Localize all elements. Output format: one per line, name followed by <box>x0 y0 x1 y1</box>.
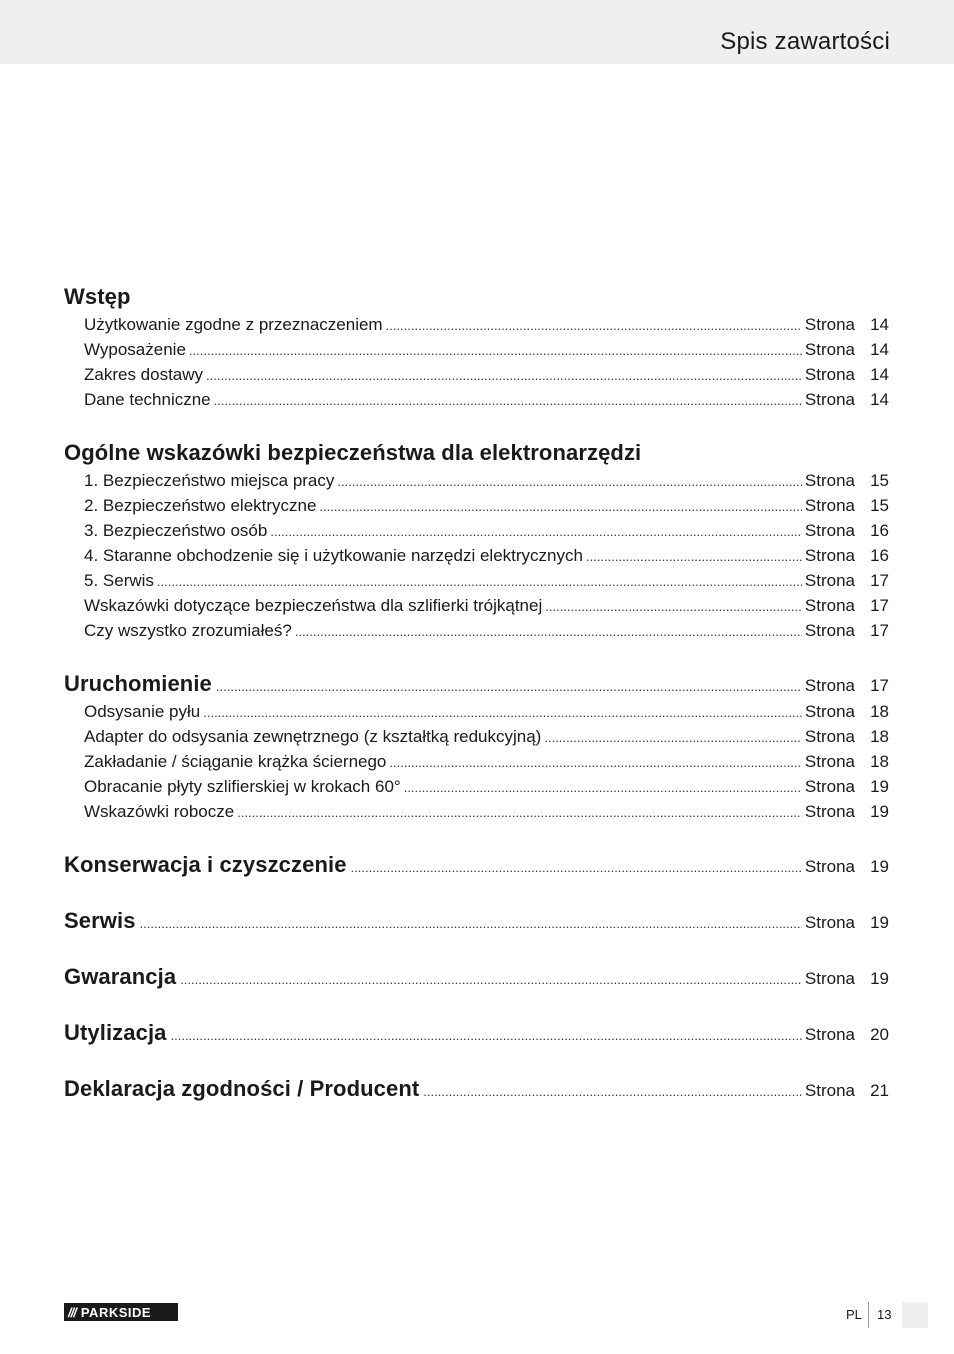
page-word: Strona <box>804 390 855 409</box>
dot-leader <box>157 574 802 589</box>
page-word: Strona <box>804 752 855 771</box>
toc-section-title: Deklaracja zgodności / Producent <box>64 1076 420 1101</box>
dot-leader <box>545 599 802 614</box>
page-word: Strona <box>804 496 855 515</box>
toc-entry <box>64 471 889 496</box>
page-number: 19 <box>870 777 889 796</box>
toc-section <box>64 671 889 827</box>
page-word: Strona <box>804 621 855 640</box>
toc-entry-label: Użytkowanie zgodne z przeznaczeniem <box>84 315 383 334</box>
toc-section-title: Utylizacja <box>64 1020 167 1045</box>
toc-entry-label: 2. Bezpieczeństwo elektryczne <box>84 496 317 515</box>
toc-entry <box>64 596 889 621</box>
dot-leader <box>214 393 802 408</box>
toc-entry <box>64 521 889 546</box>
logo-mark: /// <box>68 1304 76 1320</box>
toc-entry-label: Odsysanie pyłu <box>84 702 201 721</box>
dot-leader <box>351 860 802 875</box>
page-word: Strona <box>804 365 855 384</box>
dot-leader <box>189 343 802 358</box>
toc-section-heading <box>64 964 889 995</box>
dot-leader <box>237 805 802 820</box>
dot-leader <box>319 499 801 514</box>
toc-entry-label: Dane techniczne <box>84 390 211 409</box>
dot-leader <box>386 318 802 333</box>
toc-section <box>64 908 889 939</box>
toc-entry <box>64 777 889 802</box>
toc-entry-label: 3. Bezpieczeństwo osób <box>84 521 268 540</box>
page-number: 18 <box>870 752 889 771</box>
page-word: Strona <box>804 777 855 796</box>
page-word: Strona <box>804 969 855 988</box>
toc-section-title: Gwarancja <box>64 964 177 989</box>
toc-entry <box>64 571 889 596</box>
page-number: 20 <box>870 1025 889 1044</box>
toc-section-title: Konserwacja i czyszczenie <box>64 852 347 877</box>
page-word: Strona <box>804 702 855 721</box>
dot-leader <box>423 1084 802 1099</box>
toc-entry-label: Zakres dostawy <box>84 365 204 384</box>
toc-entry-label: Wyposażenie <box>84 340 186 359</box>
page-number: 17 <box>870 596 889 615</box>
page-word: Strona <box>804 521 855 540</box>
page-number: 14 <box>870 365 889 384</box>
toc-section <box>64 1020 889 1051</box>
footer-page-number: 13 <box>877 1307 892 1322</box>
page-word: Strona <box>804 315 855 334</box>
toc-entry-label: Czy wszystko zrozumiałeś? <box>84 621 292 640</box>
page-number: 19 <box>870 969 889 988</box>
dot-leader <box>203 705 802 720</box>
page-word: Strona <box>804 727 855 746</box>
toc-entry <box>64 802 889 827</box>
page-number: 17 <box>870 621 889 640</box>
toc-section-title: Wstęp <box>64 284 131 309</box>
page-number: 14 <box>870 390 889 409</box>
page-word: Strona <box>804 1025 855 1044</box>
toc-entry <box>64 315 889 340</box>
toc-entry-label: 5. Serwis <box>84 571 154 590</box>
page-number: 21 <box>870 1081 889 1100</box>
toc-section-heading <box>64 1076 889 1107</box>
page-number: 17 <box>870 571 889 590</box>
logo-text: PARKSIDE <box>80 1304 152 1320</box>
dot-leader <box>270 524 802 539</box>
toc-section-title: Uruchomienie <box>64 671 212 696</box>
page-word: Strona <box>804 857 855 876</box>
toc-entry <box>64 496 889 521</box>
toc-entry-label: Obracanie płyty szlifierskiej w krokach 60° <box>84 777 401 796</box>
page-word: Strona <box>804 802 855 821</box>
dot-leader <box>404 780 802 795</box>
toc-entry <box>64 727 889 752</box>
page-word: Strona <box>804 471 855 490</box>
toc-section-heading <box>64 852 889 883</box>
toc-section <box>64 964 889 995</box>
toc-section-heading <box>64 1020 889 1051</box>
toc-entry <box>64 752 889 777</box>
page-word: Strona <box>804 340 855 359</box>
toc-entry <box>64 365 889 390</box>
footer-divider <box>868 1302 869 1328</box>
toc-entry-label: Zakładanie / ściąganie krążka ściernego <box>84 752 387 771</box>
dot-leader <box>180 972 802 987</box>
toc-entry-label: 1. Bezpieczeństwo miejsca pracy <box>84 471 335 490</box>
dot-leader <box>206 368 802 383</box>
page-number: 18 <box>870 702 889 721</box>
page-number: 18 <box>870 727 889 746</box>
toc-entry <box>64 340 889 365</box>
page-number: 15 <box>870 471 889 490</box>
toc-section-heading <box>64 908 889 939</box>
dot-leader <box>140 916 802 931</box>
toc-section-heading <box>64 284 889 315</box>
page-title: Spis zawartości <box>720 28 890 55</box>
dot-leader <box>295 624 802 639</box>
footer-tab-marker <box>902 1302 928 1328</box>
dot-leader <box>337 474 802 489</box>
dot-leader <box>544 730 802 745</box>
dot-leader <box>171 1028 802 1043</box>
toc-entry <box>64 702 889 727</box>
toc-section <box>64 852 889 883</box>
toc-section-heading <box>64 440 889 471</box>
toc-entry <box>64 546 889 571</box>
parkside-logo <box>64 1303 178 1321</box>
toc-entry <box>64 390 889 415</box>
toc-entry-label: 4. Staranne obchodzenie się i użytkowanie narzędzi elektrycznych <box>84 546 583 565</box>
dot-leader <box>586 549 802 564</box>
toc-entry-label: Wskazówki dotyczące bezpieczeństwa dla szlifierki trójkątnej <box>84 596 543 615</box>
page-number: 16 <box>870 546 889 565</box>
page-number: 14 <box>870 340 889 359</box>
page-word: Strona <box>804 913 855 932</box>
page-number: 19 <box>870 802 889 821</box>
toc-section-title: Ogólne wskazówki bezpieczeństwa dla elektronarzędzi <box>64 440 642 465</box>
toc-entry-label: Adapter do odsysania zewnętrznego (z kształtką redukcyjną) <box>84 727 542 746</box>
page-word: Strona <box>804 571 855 590</box>
toc-section <box>64 1076 889 1107</box>
page-word: Strona <box>804 596 855 615</box>
page-number: 15 <box>870 496 889 515</box>
page-number: 14 <box>870 315 889 334</box>
page-number: 17 <box>870 676 889 695</box>
dot-leader <box>216 679 802 694</box>
toc-section-title: Serwis <box>64 908 136 933</box>
toc-section-heading <box>64 671 889 702</box>
page-word: Strona <box>804 1081 855 1100</box>
toc-entry-label: Wskazówki robocze <box>84 802 235 821</box>
footer-language: PL <box>846 1307 862 1322</box>
page-word: Strona <box>804 546 855 565</box>
page-word: Strona <box>804 676 855 695</box>
toc-section <box>64 284 889 415</box>
page-number: 19 <box>870 913 889 932</box>
toc-entry <box>64 621 889 646</box>
dot-leader <box>389 755 802 770</box>
table-of-contents <box>64 284 889 1132</box>
page-number: 19 <box>870 857 889 876</box>
toc-section <box>64 440 889 646</box>
page-number: 16 <box>870 521 889 540</box>
